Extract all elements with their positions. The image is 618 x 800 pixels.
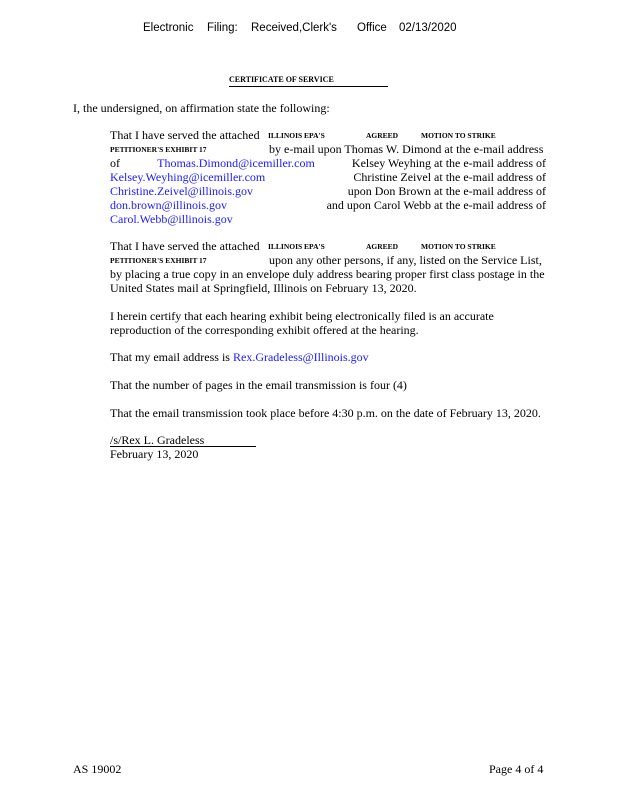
para1-doc-exhibit: PETITIONER'S EXHIBIT 17 bbox=[110, 145, 207, 154]
para3-line2: reproduction of the corresponding exhibit offered at the hearing. bbox=[110, 323, 419, 337]
email-carol-webb[interactable]: Carol.Webb@illinois.gov bbox=[110, 212, 233, 226]
para2-doc-agreed: AGREED bbox=[366, 242, 399, 251]
header-office: Office bbox=[357, 22, 387, 34]
para1-line3 bbox=[110, 156, 546, 171]
email-rex-gradeless[interactable]: Rex.Gradeless@Illinois.gov bbox=[232, 350, 369, 364]
para1-line5-rest: upon Don Brown at the e-mail address of bbox=[347, 184, 546, 198]
email-don-brown[interactable]: don.brown@illinois.gov bbox=[110, 198, 228, 212]
para1-of: of bbox=[110, 156, 120, 170]
para3-line1: I herein certify that each hearing exhibit being electronically filed is an accurate bbox=[110, 309, 494, 323]
para2-doc-motion: MOTION TO STRIKE bbox=[421, 242, 496, 251]
para2-doc-exhibit: PETITIONER'S EXHIBIT 17 bbox=[110, 256, 207, 265]
signature-date: February 13, 2020 bbox=[110, 447, 199, 461]
footer-page-number: Page 4 of 4 bbox=[489, 762, 544, 776]
certificate-title: CERTIFICATE OF SERVICE bbox=[229, 75, 334, 84]
header-electronic: Electronic bbox=[143, 22, 194, 34]
title-underline bbox=[229, 86, 388, 87]
para2-line4: United States mail at Springfield, Illinois on February 13, 2020. bbox=[110, 281, 417, 295]
header-received: Received,Clerk's bbox=[251, 22, 337, 34]
para1-line6-rest: and upon Carol Webb at the e-mail address of bbox=[326, 198, 546, 212]
para2-lead: That I have served the attached bbox=[110, 239, 260, 253]
para2-line2: upon any other persons, if any, listed on the Service List, bbox=[269, 253, 542, 267]
para1-doc-motion: MOTION TO STRIKE bbox=[421, 131, 496, 140]
para2-doc-illinois-epa: ILLINOIS EPA'S bbox=[268, 242, 325, 251]
intro-line: I, the undersigned, on affirmation state the following: bbox=[73, 101, 330, 115]
para1-line4-rest: Christine Zeivel at the e-mail address of bbox=[353, 170, 546, 184]
para2-line3: by placing a true copy in an envelope duly address bearing proper first class postage in the bbox=[110, 267, 545, 281]
signature-name: /s/Rex L. Gradeless bbox=[110, 433, 205, 447]
email-christine-zeivel[interactable]: Christine.Zeivel@illinois.gov bbox=[110, 184, 254, 198]
para5-line: That the number of pages in the email transmission is four (4) bbox=[110, 378, 407, 392]
para6-line: That the email transmission took place before 4:30 p.m. on the date of February 13, 2020. bbox=[110, 406, 541, 420]
para1-line6 bbox=[110, 198, 546, 213]
para1-line3-rest: Kelsey Weyhing at the e-mail address of bbox=[351, 156, 546, 170]
email-thomas-dimond[interactable]: Thomas.Dimond@icemiller.com bbox=[157, 156, 315, 170]
para4-line bbox=[110, 350, 369, 365]
para1-line4 bbox=[110, 170, 546, 185]
footer-left: AS 19002 bbox=[73, 762, 122, 776]
para4-lead: That my email address is bbox=[110, 350, 230, 364]
para1-lead: That I have served the attached bbox=[110, 128, 260, 142]
para1-doc-agreed: AGREED bbox=[366, 131, 399, 140]
header-filing: Filing: bbox=[207, 22, 238, 34]
email-kelsey-weyhing[interactable]: Kelsey.Weyhing@icemiller.com bbox=[110, 170, 266, 184]
para1-line5 bbox=[110, 184, 546, 199]
header-date: 02/13/2020 bbox=[399, 22, 457, 34]
para1-line2: by e-mail upon Thomas W. Dimond at the e-mail address bbox=[269, 142, 544, 156]
para1-doc-illinois-epa: ILLINOIS EPA'S bbox=[268, 131, 325, 140]
